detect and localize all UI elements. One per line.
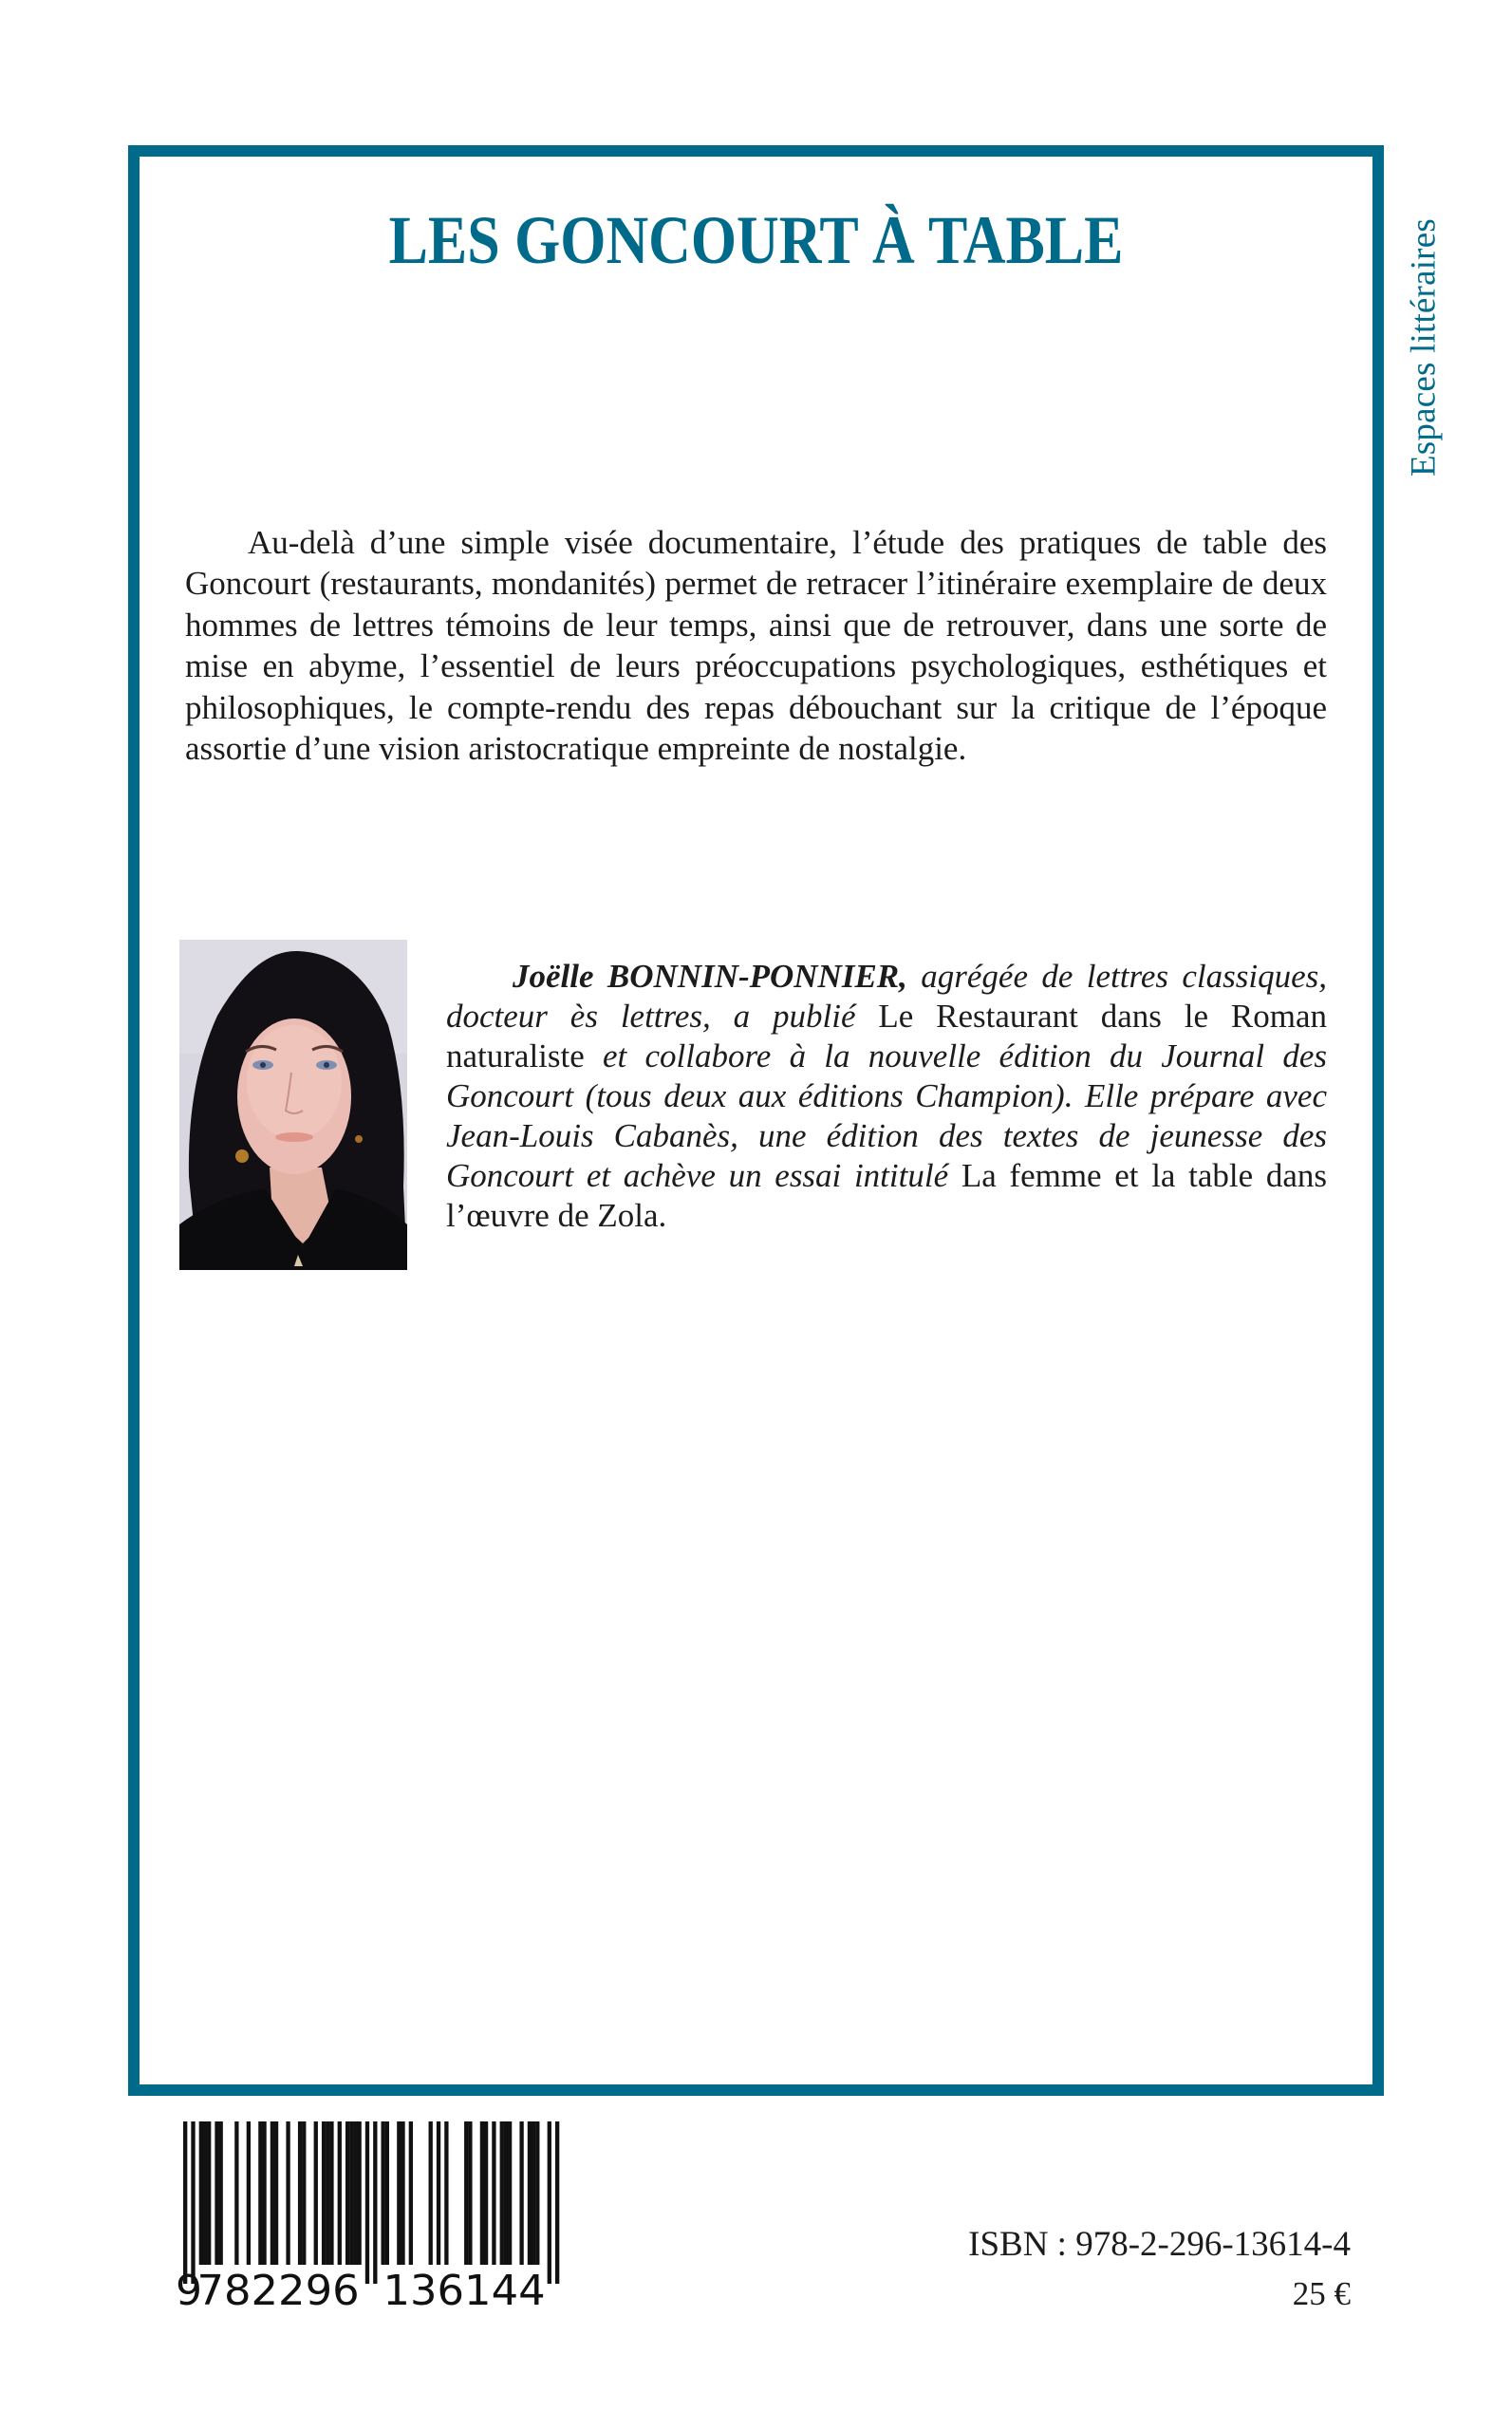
author-photo	[179, 940, 407, 1270]
series-label	[1405, 140, 1443, 476]
series-name: Espaces littéraires	[1404, 218, 1444, 476]
bio-book-title-2: La femme et la table dans l’œuvre de Zola.	[446, 1157, 1327, 1234]
bio-text-1: agrégée de lettres classiques, docteur ès lettres, a publié	[446, 958, 1327, 1035]
isbn-barcode	[176, 2119, 567, 2308]
svg-text:136144: 136144	[383, 2267, 546, 2308]
price-label: 25 €	[1292, 2275, 1351, 2312]
book-summary: Au-delà d’une simple visée documentaire, l’étude des pratiques de table des Goncourt (restaurants, mondanités) permet de retracer l’itinéraire exemplaire de deux hommes de lettres témoins de leur temps, ainsi que de retrouver, dans une sorte de mise en abyme, l’essentiel de leurs préoccupations psychologiques, esthétiques et philosophiques, le compte-rendu des repas débouchant sur la critique de l’époque assortie d’une vision aristocratique empreinte de nostalgie.	[185, 524, 1327, 768]
barcode-bars	[176, 2119, 567, 2308]
isbn-number: ISBN : 978-2-296-13614-4	[968, 2225, 1351, 2264]
svg-text:782296: 782296	[196, 2267, 360, 2308]
author-bio	[446, 957, 1327, 1236]
bio-book-title-1: Le Restaurant dans le Roman naturaliste	[446, 998, 1327, 1074]
author-name: Joëlle BONNIN-PONNIER,	[513, 958, 907, 995]
portrait-image	[179, 940, 407, 1270]
svg-text:9: 9	[176, 2267, 202, 2308]
book-title: LES GONCOURT À TABLE	[388, 202, 1124, 278]
bio-text-2: et collabore à la nouvelle édition du Journal des Goncourt (tous deux aux éditions Champion). Elle prépare avec Jean-Louis Cabanès, une édition des textes de jeunesse des Goncourt et achève un essai intitulé	[446, 1037, 1327, 1194]
